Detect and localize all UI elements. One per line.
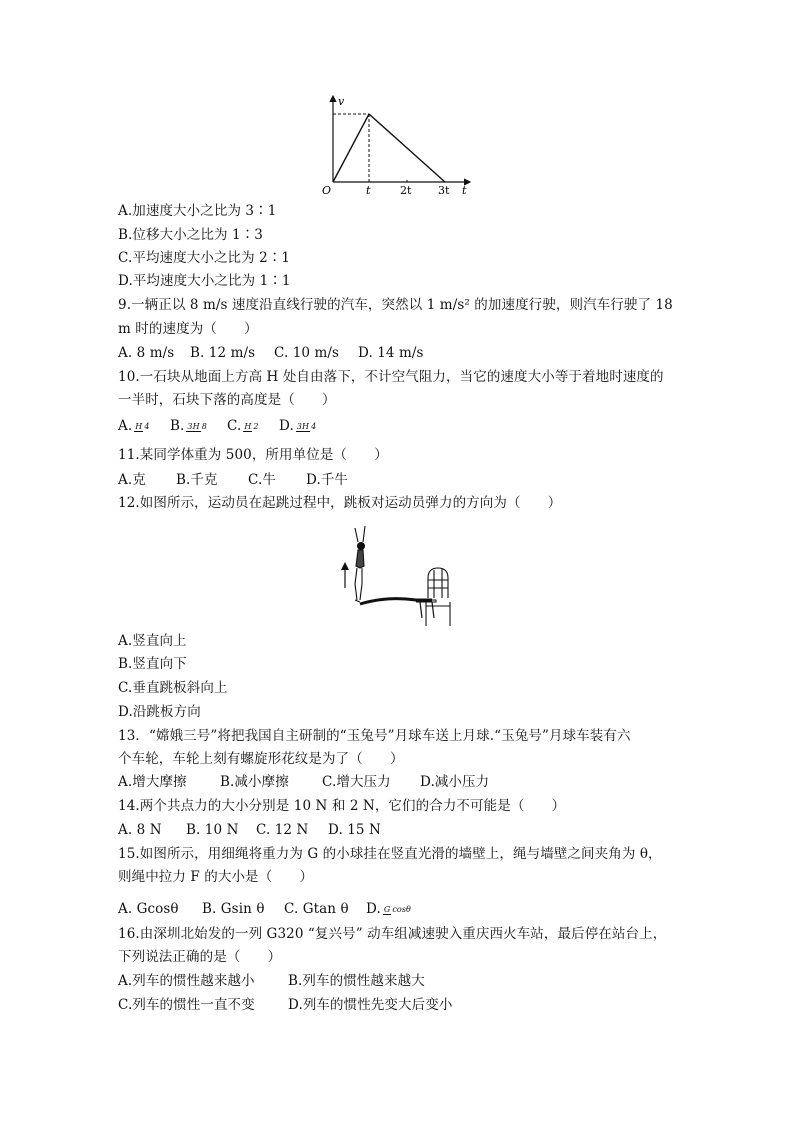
q11-option-b: B.千克 (176, 472, 218, 488)
q13-option-b: B.减小摩擦 (220, 774, 289, 790)
q10-option-a: A. H 4 (118, 418, 150, 434)
q16-option-d: D.列车的惯性先变大后变小 (288, 997, 453, 1013)
q11-option-c: C.牛 (248, 472, 276, 488)
q11-options (118, 471, 348, 489)
q13-stem-line2: 个车轮，车轮上刻有螺旋形花纹是为了（ ） (118, 751, 404, 767)
q15-option-b: B. Gsin θ (202, 901, 265, 917)
q14-option-d: D. 15 N (328, 822, 381, 838)
q9-stem-line2: m 时的速度为（ ） (118, 321, 258, 337)
q15-stem-line1: 15.如图所示，用细绳将重力为 G 的小球挂在竖直光滑的墙壁上，绳与墙壁之间夹角为 θ， (118, 846, 662, 862)
q9-options (118, 344, 424, 362)
q14-options (118, 821, 381, 839)
q13-option-c: C.增大压力 (322, 774, 391, 790)
q13-stem-line1: 13．“嫦娥三号”将把我国自主研制的“玉兔号”月球车送上月球.“玉兔号”月球车装有六 (118, 728, 631, 744)
q9-option-a: A. 8 m/s (118, 345, 175, 361)
t2-tick-label: 2t (400, 184, 412, 197)
q14-option-c: C. 12 N (256, 822, 309, 838)
q10-option-c: C. H 2 (227, 418, 259, 434)
q16-option-a: A.列车的惯性越来越小 (118, 973, 255, 989)
q10-option-d: D. 3H 4 (279, 418, 317, 434)
q16-options-row1 (118, 972, 425, 990)
q15-option-d: D. G cosθ (366, 901, 411, 917)
t1-tick-label: t (366, 184, 371, 197)
q13-option-a: A.增大摩擦 (118, 774, 187, 790)
q16-option-b: B.列车的惯性越来越大 (288, 973, 425, 989)
q11-stem: 11.某同学体重为 500，所用单位是（ ） (118, 447, 388, 463)
q14-option-a: A. 8 N (118, 822, 162, 838)
q9-option-b: B. 12 m/s (190, 345, 256, 361)
q12-stem: 12.如图所示，运动员在起跳过程中，跳板对运动员弹力的方向为（ ） (118, 495, 562, 511)
q12-option-a: A.竖直向上 (118, 633, 187, 649)
q14-option-b: B. 10 N (186, 822, 239, 838)
q8-option-c: C.平均速度大小之比为 2∶1 (118, 250, 291, 266)
q8-option-b: B.位移大小之比为 1∶3 (118, 227, 263, 243)
q9-option-c: C. 10 m/s (274, 345, 340, 361)
q12-option-c: C.垂直跳板斜向上 (118, 680, 228, 696)
q11-option-a: A.克 (118, 472, 146, 488)
q13-options (118, 773, 489, 791)
q15-stem-line2: 则绳中拉力 F 的大小是（ ） (118, 869, 314, 885)
q8-option-d: D.平均速度大小之比为 1∶1 (118, 273, 291, 289)
platform-grid (426, 568, 450, 626)
origin-label: O (322, 184, 332, 197)
q14-stem: 14.两个共点力的大小分别是 10 N 和 2 N，它们的合力不可能是（ ） (118, 798, 566, 814)
q10-options (118, 414, 317, 438)
t3-tick-label: 3t (438, 184, 450, 197)
q15-options (118, 896, 412, 922)
q16-stem-line2: 下列说法正确的是（ ） (118, 949, 282, 965)
t-axis-label: t (462, 184, 467, 197)
q15-option-a: A. Gcosθ (118, 901, 179, 917)
velocity-fall-line (369, 114, 445, 182)
q8-option-a: A.加速度大小之比为 3∶1 (118, 203, 277, 219)
q10-stem-line2: 一半时，石块下落的高度是（ ） (118, 392, 336, 408)
q11-option-d: D.千牛 (306, 472, 349, 488)
velocity-rise-line (333, 114, 369, 182)
q9-option-d: D. 14 m/s (358, 345, 424, 361)
q12-option-b: B.竖直向下 (118, 656, 187, 672)
velocity-time-graph (318, 92, 478, 198)
springboard (360, 599, 432, 604)
q10-option-b: B. 3H 8 (170, 418, 207, 434)
v-axis-label: v (338, 95, 345, 108)
q13-option-d: D.减小压力 (420, 774, 490, 790)
q16-options-row2 (118, 996, 452, 1014)
diver-icon (355, 526, 365, 602)
q16-stem-line1: 16.由深圳北始发的一列 G320 “复兴号” 动车组减速驶入重庆西火车站，最后停在站台上， (118, 926, 667, 942)
q15-option-c: C. Gtan θ (284, 901, 349, 917)
q9-stem-line1: 9.一辆正以 8 m/s 速度沿直线行驶的汽车，突然以 1 m/s² 的加速度行驶，则汽车行驶了 18 (118, 297, 673, 313)
q16-option-c: C.列车的惯性一直不变 (118, 997, 255, 1013)
q10-stem-line1: 10.一石块从地面上方高 H 处自由落下，不计空气阻力，当它的速度大小等于着地时速度的 (118, 369, 664, 385)
q12-option-d: D.沿跳板方向 (118, 704, 201, 720)
diving-board-figure (336, 522, 462, 628)
